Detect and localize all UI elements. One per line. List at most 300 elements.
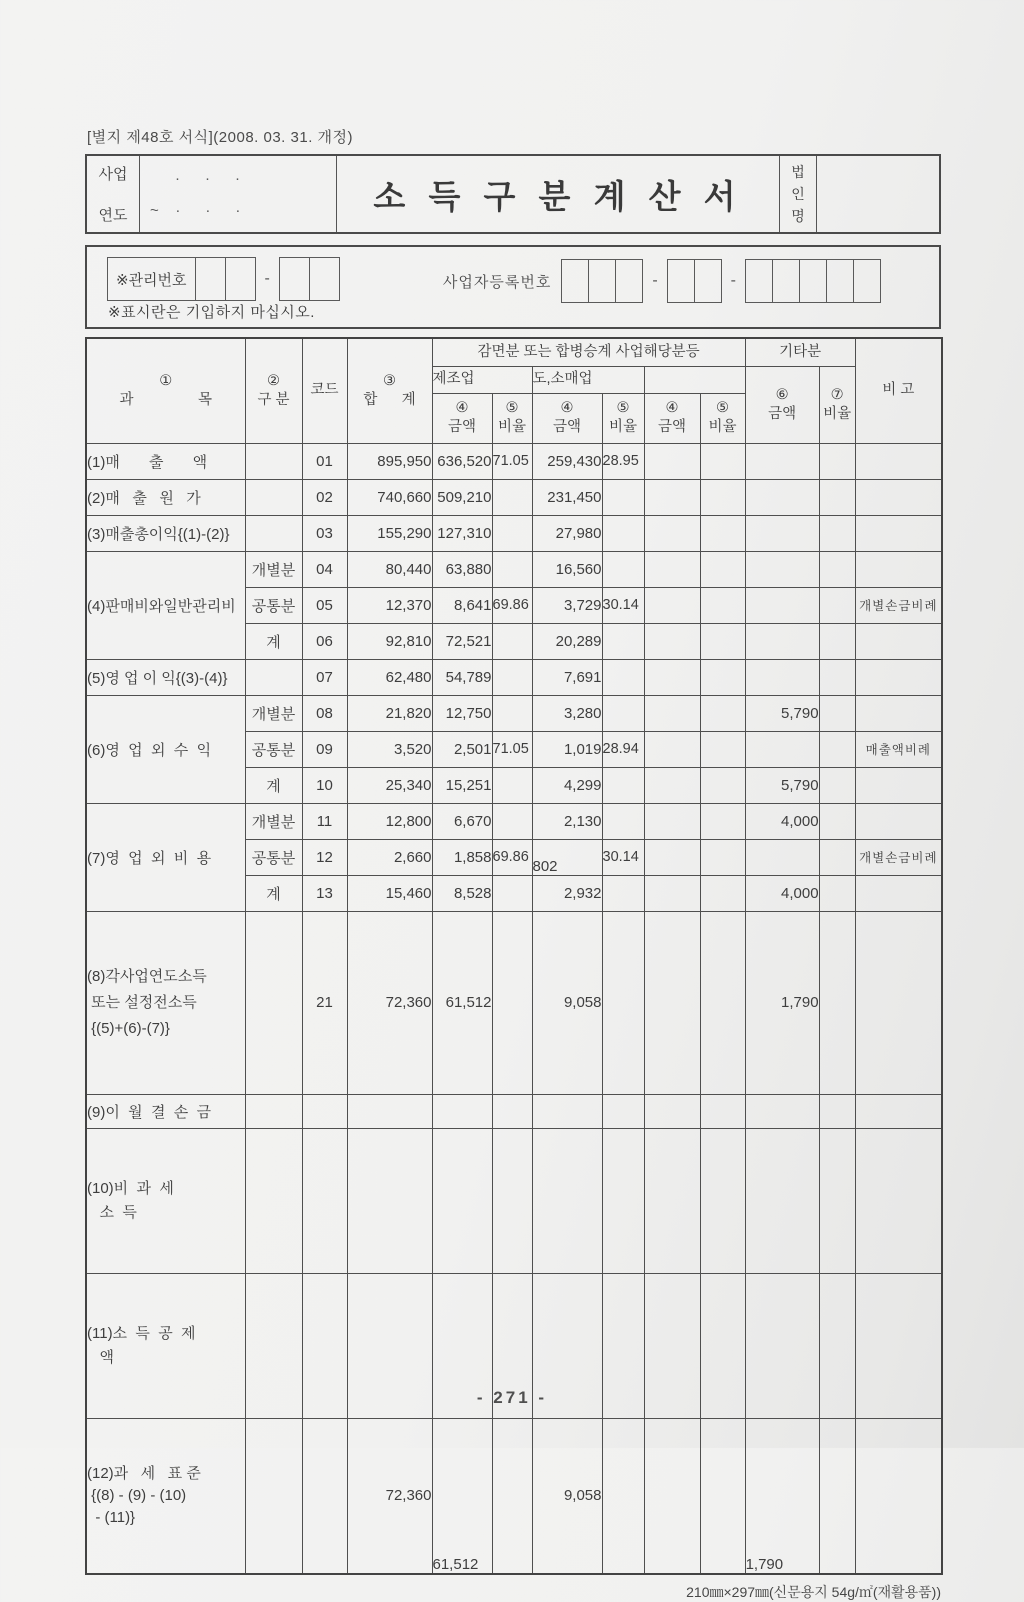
- cell-remarks: [855, 479, 942, 515]
- cell-code: 02: [302, 479, 347, 515]
- bizreg-box3: [745, 259, 881, 303]
- cell-total: 15,460: [347, 875, 432, 911]
- business-year-label-top: 사업: [98, 166, 128, 183]
- cell-category: 계: [245, 767, 302, 803]
- cell-etc-rate: [819, 803, 855, 839]
- cell-code: 11: [302, 803, 347, 839]
- cell-ind3-rate: [700, 515, 745, 551]
- cell-ws-amount: 3,280: [532, 695, 602, 731]
- cell-ws-rate: [602, 1418, 644, 1574]
- cell-mfg-amount: 12,750: [432, 695, 492, 731]
- cell-total: 155,290: [347, 515, 432, 551]
- cell-subject: (11)소 득 공 제 액: [86, 1273, 245, 1418]
- header-amount: ④ 금액: [644, 393, 700, 443]
- header-etc-amount-num: ⑥: [775, 386, 789, 403]
- cell-total: 80,440: [347, 551, 432, 587]
- cell-ws-rate: [602, 1128, 644, 1273]
- cell-mfg-rate: [492, 515, 532, 551]
- table-row: [86, 1094, 942, 1128]
- cell-mfg-rate: [492, 875, 532, 911]
- header-total: [347, 338, 432, 443]
- header-total-label: 합 계: [363, 391, 416, 408]
- cell-etc-rate: [819, 659, 855, 695]
- bizreg-cell[interactable]: [826, 260, 853, 302]
- cell-ws-rate: 30.14: [602, 839, 644, 875]
- cell-mfg-amount: 636,520: [432, 443, 492, 479]
- cell-ind3-rate: [700, 731, 745, 767]
- cell-ws-amount: 16,560: [532, 551, 602, 587]
- cell-code: [302, 1094, 347, 1128]
- cell-category: [245, 911, 302, 1094]
- cell-category: [245, 1418, 302, 1574]
- form-title: 소 득 구 분 계 산 서: [373, 177, 743, 215]
- cell-etc-amount: [745, 1094, 819, 1128]
- cell-ind3-rate: [700, 803, 745, 839]
- cell-category: [245, 1094, 302, 1128]
- cell-total: 895,950: [347, 443, 432, 479]
- bizreg-box2: [667, 259, 722, 303]
- cell-code: 06: [302, 623, 347, 659]
- cell-etc-amount: [745, 551, 819, 587]
- cell-mfg-rate: [492, 551, 532, 587]
- cell-remarks: [855, 551, 942, 587]
- cell-ind3-rate: [700, 1128, 745, 1273]
- cell-etc-amount: 1,790: [745, 1418, 819, 1574]
- cell-ws-rate: 28.95: [602, 443, 644, 479]
- cell-etc-rate: [819, 479, 855, 515]
- cell-remarks: 개별손금비례: [855, 587, 942, 623]
- header-subject-num: ①: [159, 372, 173, 389]
- cell-category: [245, 515, 302, 551]
- cell-total: 92,810: [347, 623, 432, 659]
- header-category-label: 구 분: [257, 391, 290, 408]
- cell-total: 740,660: [347, 479, 432, 515]
- cell-etc-amount: 4,000: [745, 875, 819, 911]
- header-category-num: ②: [267, 372, 280, 389]
- cell-group-subject: (6)영 업 외 수 익: [86, 695, 245, 803]
- cell-remarks: [855, 911, 942, 1094]
- cell-mfg-rate: [492, 767, 532, 803]
- business-registration-group: [443, 259, 881, 303]
- cell-ws-amount: 259,430: [532, 443, 602, 479]
- cell-ws-amount: 27,980: [532, 515, 602, 551]
- cell-code: 01: [302, 443, 347, 479]
- cell-ws-rate: [602, 1094, 644, 1128]
- cell-mfg-amount: 54,789: [432, 659, 492, 695]
- cell-ind3-rate: [700, 839, 745, 875]
- header-subject: [86, 338, 245, 443]
- cell-ind3-amount: [644, 731, 700, 767]
- cell-mfg-amount: 2,501: [432, 731, 492, 767]
- header-exempt-span: 감면분 또는 합병승계 사업해당분등: [432, 338, 745, 366]
- cell-ind3-amount: [644, 767, 700, 803]
- cell-ind3-rate: [700, 587, 745, 623]
- cell-ws-amount: 3,729: [532, 587, 602, 623]
- cell-total: 72,360: [347, 911, 432, 1094]
- page-number: - 271 -: [476, 1388, 548, 1407]
- cell-mfg-rate: [492, 911, 532, 1094]
- cell-ind3-rate: [700, 623, 745, 659]
- cell-ws-rate: [602, 659, 644, 695]
- cell-ws-rate: [602, 911, 644, 1094]
- cell-category: [245, 479, 302, 515]
- cell-mfg-amount: 1,858: [432, 839, 492, 875]
- header-amount: ④ 금액: [532, 393, 602, 443]
- cell-ind3-amount: [644, 659, 700, 695]
- cell-ind3-amount: [644, 911, 700, 1094]
- cell-mfg-amount: 8,641: [432, 587, 492, 623]
- cell-ind3-rate: [700, 767, 745, 803]
- cell-category: [245, 659, 302, 695]
- table-row: [86, 1128, 942, 1273]
- cell-code: [302, 1418, 347, 1574]
- form-header-box: [85, 154, 941, 234]
- cell-mfg-rate: 69.86: [492, 587, 532, 623]
- cell-mfg-rate: [492, 659, 532, 695]
- cell-ind3-rate: [700, 1094, 745, 1128]
- cell-remarks: [855, 1094, 942, 1128]
- header-remarks: 비 고: [855, 338, 942, 443]
- cell-total: [347, 1094, 432, 1128]
- cell-ind3-rate: [700, 659, 745, 695]
- cell-ind3-amount: [644, 1094, 700, 1128]
- management-number-box: [107, 257, 256, 301]
- cell-ind3-rate: [700, 479, 745, 515]
- header-rate: ⑤ 비율: [492, 393, 532, 443]
- cell-mfg-rate: 71.05: [492, 731, 532, 767]
- cell-total: 72,360: [347, 1418, 432, 1574]
- corp-name-label-char: 법: [791, 164, 805, 180]
- cell-subject: (3)매출총이익{(1)-(2)}: [86, 515, 245, 551]
- header-industry-blank: [644, 366, 745, 393]
- bizreg-cell[interactable]: [562, 260, 588, 302]
- cell-total: 21,820: [347, 695, 432, 731]
- cell-total: 25,340: [347, 767, 432, 803]
- cell-mfg-amount: 15,251: [432, 767, 492, 803]
- cell-subject: (9)이 월 결 손 금: [86, 1094, 245, 1128]
- cell-etc-amount: [745, 587, 819, 623]
- cell-etc-rate: [819, 443, 855, 479]
- table-row: [86, 479, 942, 515]
- cell-category: 공통분: [245, 731, 302, 767]
- cell-remarks: [855, 803, 942, 839]
- cell-ind3-amount: [644, 803, 700, 839]
- cell-ind3-amount: [644, 875, 700, 911]
- cell-remarks: 매출액비례: [855, 731, 942, 767]
- cell-ind3-amount: [644, 1418, 700, 1574]
- bizreg-cell[interactable]: [694, 260, 721, 302]
- dash-separator: -: [264, 270, 270, 287]
- header-industry-manufacturing: 제조업: [432, 366, 532, 393]
- cell-code: 03: [302, 515, 347, 551]
- cell-ind3-amount: [644, 587, 700, 623]
- cell-subject: (8)각사업연도소득 또는 설정전소득 {(5)+(6)-(7)}: [86, 911, 245, 1094]
- cell-ws-amount: [532, 1128, 602, 1273]
- business-year-dots-row1: · · ·: [150, 169, 240, 187]
- cell-mfg-amount: 509,210: [432, 479, 492, 515]
- paper-size-note: 210㎜×297㎜(신문용지 54g/㎡(재활용품)): [686, 1583, 941, 1600]
- cell-mfg-rate: [492, 803, 532, 839]
- cell-remarks: [855, 623, 942, 659]
- cell-ws-amount: 9,058: [532, 911, 602, 1094]
- header-etc-amount: [745, 366, 819, 443]
- cell-ws-amount: 7,691: [532, 659, 602, 695]
- corp-name-input[interactable]: [816, 156, 939, 232]
- cell-ws-rate: [602, 875, 644, 911]
- cell-etc-amount: [745, 1128, 819, 1273]
- cell-category: 계: [245, 623, 302, 659]
- bizreg-box1: [561, 259, 643, 303]
- cell-remarks: 개별손금비례: [855, 839, 942, 875]
- cell-mfg-rate: [492, 623, 532, 659]
- cell-ws-rate: 28.94: [602, 731, 644, 767]
- cell-total: 62,480: [347, 659, 432, 695]
- cell-ws-amount: 1,019: [532, 731, 602, 767]
- dash-separator: -: [730, 272, 736, 289]
- cell-remarks: [855, 875, 942, 911]
- cell-total: 3,520: [347, 731, 432, 767]
- bizreg-cell[interactable]: [588, 260, 615, 302]
- cell-category: [245, 443, 302, 479]
- cell-etc-rate: [819, 587, 855, 623]
- cell-total: 12,800: [347, 803, 432, 839]
- cell-ind3-rate: [700, 443, 745, 479]
- cell-category: 계: [245, 875, 302, 911]
- cell-mfg-rate: [492, 479, 532, 515]
- header-total-num: ③: [383, 372, 396, 389]
- cell-etc-rate: [819, 731, 855, 767]
- cell-ind3-amount: [644, 695, 700, 731]
- cell-etc-rate: [819, 1418, 855, 1574]
- form-reference-label: [별지 제48호 서식](2008. 03. 31. 개정): [87, 129, 354, 146]
- corp-name-label: [779, 156, 816, 232]
- cell-code: 07: [302, 659, 347, 695]
- header-industry-wholesale: 도,소매업: [532, 366, 644, 393]
- cell-category: 공통분: [245, 839, 302, 875]
- cell-group-subject: (7)영 업 외 비 용: [86, 803, 245, 911]
- cell-mfg-amount: 72,521: [432, 623, 492, 659]
- cell-ind3-amount: [644, 551, 700, 587]
- cell-code: 08: [302, 695, 347, 731]
- cell-mfg-amount: [432, 1128, 492, 1273]
- header-rate: ⑤ 비율: [602, 393, 644, 443]
- table-row: [86, 659, 942, 695]
- header-rate: ⑤ 비율: [700, 393, 745, 443]
- business-year-input[interactable]: [140, 156, 337, 232]
- control-number-box: [85, 245, 941, 329]
- cell-category: 공통분: [245, 587, 302, 623]
- cell-mfg-amount: 6,670: [432, 803, 492, 839]
- cell-ws-amount: 2,130: [532, 803, 602, 839]
- cell-mfg-amount: 127,310: [432, 515, 492, 551]
- cell-ws-rate: 30.14: [602, 587, 644, 623]
- cell-ind3-amount: [644, 623, 700, 659]
- cell-code: 04: [302, 551, 347, 587]
- cell-etc-rate: [819, 1094, 855, 1128]
- form-sheet: [85, 126, 941, 1602]
- cell-etc-amount: 1,790: [745, 911, 819, 1094]
- bizreg-cell[interactable]: [746, 260, 772, 302]
- cell-ws-amount: 802: [532, 839, 602, 875]
- cell-group-subject: (4)판매비와일반관리비: [86, 551, 245, 659]
- cell-etc-rate: [819, 1128, 855, 1273]
- cell-code: 05: [302, 587, 347, 623]
- header-code: 코드: [302, 338, 347, 443]
- cell-mfg-amount: 8,528: [432, 875, 492, 911]
- cell-remarks: [855, 767, 942, 803]
- cell-ind3-amount: [644, 515, 700, 551]
- cell-ws-rate: [602, 515, 644, 551]
- cell-ws-amount: 2,932: [532, 875, 602, 911]
- header-subject-label: 과 목: [119, 391, 212, 408]
- cell-subject: (2)매 출 원 가: [86, 479, 245, 515]
- cell-remarks: [855, 1128, 942, 1273]
- corp-name-label-char: 인: [791, 186, 805, 202]
- no-entry-note: ※표시란은 기입하지 마십시오.: [108, 304, 315, 321]
- cell-remarks: [855, 1418, 942, 1574]
- header-etc-amount-label: 금액: [768, 405, 797, 422]
- cell-ind3-amount: [644, 839, 700, 875]
- table-row: [86, 551, 942, 587]
- cell-etc-amount: [745, 659, 819, 695]
- cell-ind3-rate: [700, 911, 745, 1094]
- corp-name-label-char: 명: [791, 208, 805, 224]
- header-etc-span: 기타분: [745, 338, 855, 366]
- cell-etc-rate: [819, 767, 855, 803]
- cell-etc-rate: [819, 695, 855, 731]
- cell-ind3-amount: [644, 479, 700, 515]
- cell-mfg-amount: [432, 1094, 492, 1128]
- bizreg-cell[interactable]: [853, 260, 880, 302]
- cell-etc-amount: 5,790: [745, 767, 819, 803]
- cell-subject: (5)영 업 이 익{(3)-(4)}: [86, 659, 245, 695]
- cell-ws-amount: 4,299: [532, 767, 602, 803]
- bizreg-cell[interactable]: [615, 260, 642, 302]
- header-row-1: [86, 338, 942, 366]
- cell-ind3-amount: [644, 1128, 700, 1273]
- cell-ws-amount: 20,289: [532, 623, 602, 659]
- management-number-group: [107, 257, 340, 301]
- cell-total: 2,660: [347, 839, 432, 875]
- table-row: [86, 515, 942, 551]
- management-number-label: ※관리번호: [116, 271, 187, 289]
- cell-etc-rate: [819, 839, 855, 875]
- cell-ws-amount: 9,058: [532, 1418, 602, 1574]
- cell-mfg-rate: [492, 1094, 532, 1128]
- header-etc-rate-label: 비율: [823, 405, 852, 422]
- cell-remarks: [855, 515, 942, 551]
- cell-code: 09: [302, 731, 347, 767]
- table-row: [86, 1418, 942, 1574]
- table-row: [86, 443, 942, 479]
- header-etc-rate-num: ⑦: [830, 386, 844, 403]
- cell-total: [347, 1128, 432, 1273]
- cell-etc-rate: [819, 875, 855, 911]
- bizreg-cell[interactable]: [772, 260, 799, 302]
- bizreg-cell[interactable]: [668, 260, 694, 302]
- cell-ws-rate: [602, 623, 644, 659]
- cell-ws-rate: [602, 767, 644, 803]
- cell-etc-amount: [745, 839, 819, 875]
- cell-ws-amount: [532, 1094, 602, 1128]
- business-registration-label: 사업자등록번호: [442, 273, 552, 291]
- cell-remarks: [855, 659, 942, 695]
- cell-ind3-rate: [700, 551, 745, 587]
- management-number-cell[interactable]: [195, 258, 225, 300]
- cell-etc-amount: [745, 443, 819, 479]
- cell-etc-amount: 4,000: [745, 803, 819, 839]
- cell-etc-amount: 5,790: [745, 695, 819, 731]
- bizreg-cell[interactable]: [799, 260, 826, 302]
- cell-subject: (1)매 출 액: [86, 443, 245, 479]
- cell-ind3-rate: [700, 1418, 745, 1574]
- table-row: [86, 911, 942, 1094]
- cell-mfg-rate: 69.86: [492, 839, 532, 875]
- cell-remarks: [855, 695, 942, 731]
- cell-code: 13: [302, 875, 347, 911]
- cell-total: 12,370: [347, 587, 432, 623]
- table-row: [86, 803, 942, 839]
- business-year-label: [87, 156, 140, 232]
- cell-mfg-amount: 61,512: [432, 911, 492, 1094]
- header-category: [245, 338, 302, 443]
- business-year-dots-row2: ~ · · ·: [150, 201, 241, 219]
- cell-ws-rate: [602, 803, 644, 839]
- cell-ws-amount: 231,450: [532, 479, 602, 515]
- cell-etc-rate: [819, 515, 855, 551]
- cell-ind3-rate: [700, 695, 745, 731]
- cell-ind3-amount: [644, 443, 700, 479]
- cell-mfg-amount: 61,512: [432, 1418, 492, 1574]
- header-etc-rate: [819, 366, 855, 443]
- cell-code: 12: [302, 839, 347, 875]
- cell-category: [245, 1128, 302, 1273]
- table-row: [86, 695, 942, 731]
- management-number-box2: [279, 257, 340, 301]
- cell-ws-rate: [602, 479, 644, 515]
- dash-separator: -: [652, 272, 658, 289]
- cell-etc-amount: [745, 623, 819, 659]
- cell-mfg-rate: [492, 1128, 532, 1273]
- cell-category: 개별분: [245, 803, 302, 839]
- cell-code: [302, 1128, 347, 1273]
- cell-code: 21: [302, 911, 347, 1094]
- cell-etc-amount: [745, 479, 819, 515]
- management-number-cell[interactable]: [280, 258, 309, 300]
- cell-mfg-rate: [492, 1418, 532, 1574]
- cell-subject: (12)과 세 표 준 {(8) - (9) - (10) - (11)}: [86, 1418, 245, 1574]
- cell-category: 개별분: [245, 551, 302, 587]
- cell-category: 개별분: [245, 695, 302, 731]
- cell-mfg-rate: [492, 695, 532, 731]
- business-year-label-bottom: 연도: [98, 207, 128, 224]
- cell-etc-amount: [745, 515, 819, 551]
- management-number-cell[interactable]: [309, 258, 339, 300]
- cell-etc-amount: [745, 731, 819, 767]
- header-amount: ④ 금액: [432, 393, 492, 443]
- cell-subject: (10)비 과 세 소 득: [86, 1128, 245, 1273]
- cell-ind3-rate: [700, 875, 745, 911]
- cell-etc-rate: [819, 623, 855, 659]
- cell-ws-rate: [602, 551, 644, 587]
- cell-remarks: [855, 443, 942, 479]
- management-number-cell[interactable]: [225, 258, 255, 300]
- cell-ws-rate: [602, 695, 644, 731]
- cell-mfg-rate: 71.05: [492, 443, 532, 479]
- cell-mfg-amount: 63,880: [432, 551, 492, 587]
- cell-code: 10: [302, 767, 347, 803]
- cell-etc-rate: [819, 551, 855, 587]
